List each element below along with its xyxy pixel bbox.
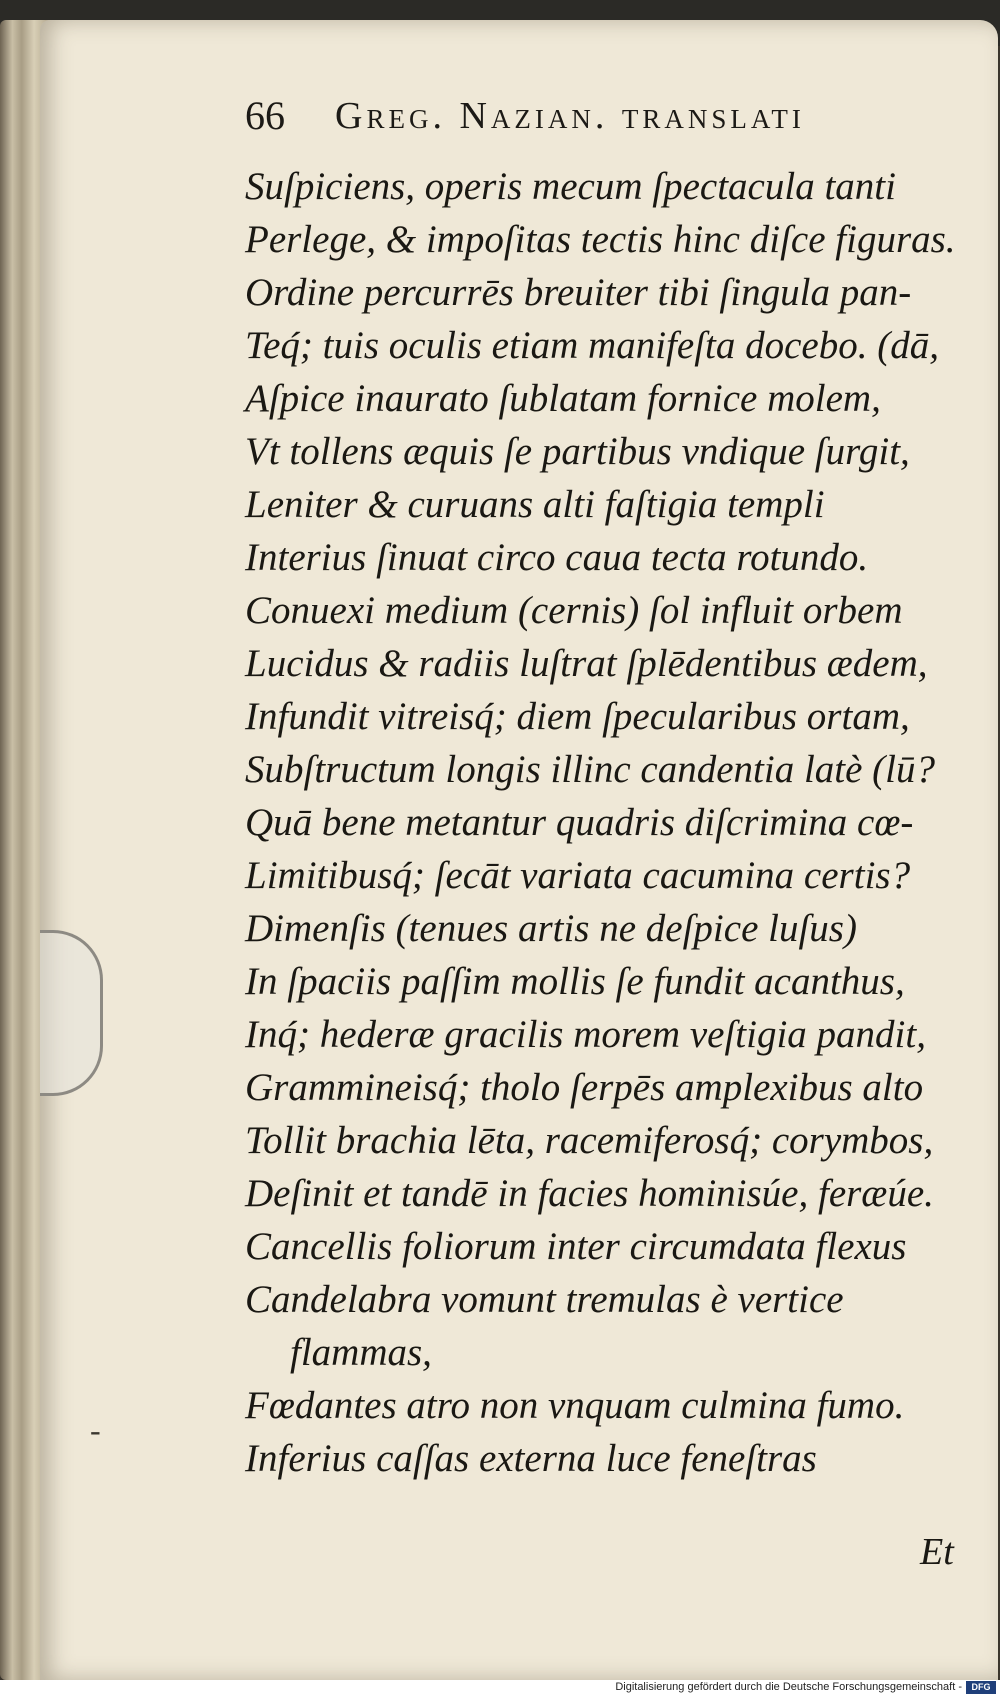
verse-line: Subſtructum longis illinc candentia latè (lū? bbox=[245, 748, 936, 791]
verse-line: Ordine percurrēs breuiter tibi ſingula pan- bbox=[245, 271, 912, 314]
verse-line: Leniter & curuans alti faſtigia templi bbox=[245, 483, 825, 526]
digitization-footer bbox=[0, 1680, 1000, 1695]
verse-line: Suſpiciens, operis mecum ſpectacula tanti bbox=[245, 165, 896, 208]
catchword: Et bbox=[920, 1531, 954, 1573]
verse-line: Cancellis foliorum inter circumdata flexus bbox=[245, 1225, 907, 1268]
page-header bbox=[245, 92, 925, 152]
verse-line: Teq́; tuis oculis etiam manifeſta docebo. (dā, bbox=[245, 324, 939, 367]
verse-line-continuation: flammas, bbox=[290, 1331, 432, 1374]
verse-line: Perlege, & impoſitas tectis hinc diſce figuras. bbox=[245, 218, 956, 261]
verse-line: Vt tollens æquis ſe partibus vndique ſurgit, bbox=[245, 430, 910, 473]
dfg-logo: DFG bbox=[966, 1681, 996, 1694]
page-number: 66 bbox=[245, 93, 285, 138]
running-head: Greg. Nazian. translati bbox=[335, 95, 805, 137]
verse-line: Fœdantes atro non vnquam culmina fumo. bbox=[245, 1384, 905, 1427]
verse-line: Limitibusq́; ſecāt variata cacumina certis? bbox=[245, 854, 911, 897]
verse-line: Deſinit et tandē in facies hominisúe, feræúe. bbox=[245, 1172, 934, 1215]
footer-credit: Digitalisierung gefördert durch die Deutsche Forschungsgemeinschaft - bbox=[615, 1681, 962, 1693]
page-clip bbox=[40, 930, 103, 1096]
verse-line: Interius ſinuat circo caua tecta rotundo. bbox=[245, 536, 869, 579]
verse-text bbox=[245, 160, 965, 1485]
verse-line: Grammineisq́; tholo ſerpēs amplexibus alto bbox=[245, 1066, 924, 1109]
verse-line: Quā bene metantur quadris diſcrimina cœ- bbox=[245, 801, 914, 844]
verse-line: Dimenſis (tenues artis ne deſpice luſus) bbox=[245, 907, 857, 950]
verse-line: Aſpice inaurato ſublatam fornice molem, bbox=[245, 377, 881, 420]
verse-line: Conuexi medium (cernis) ſol influit orbem bbox=[245, 589, 903, 632]
verse-line: In ſpaciis paſſim mollis ſe fundit acanthus, bbox=[245, 960, 905, 1003]
verse-line: Infundit vitreisq́; diem ſpecularibus ortam, bbox=[245, 695, 910, 738]
verse-line: Tollit brachia lēta, racemiferosq́; corymbos, bbox=[245, 1119, 934, 1162]
margin-mark: - bbox=[90, 1412, 101, 1448]
verse-line: Lucidus & radiis luſtrat ſplēdentibus ædem, bbox=[245, 642, 928, 685]
verse-line: Inq́; hederæ gracilis morem veſtigia pandit, bbox=[245, 1013, 926, 1056]
verse-line: Candelabra vomunt tremulas è vertice bbox=[245, 1278, 844, 1321]
verse-line: Inferius caſſas externa luce feneſtras bbox=[245, 1437, 817, 1480]
